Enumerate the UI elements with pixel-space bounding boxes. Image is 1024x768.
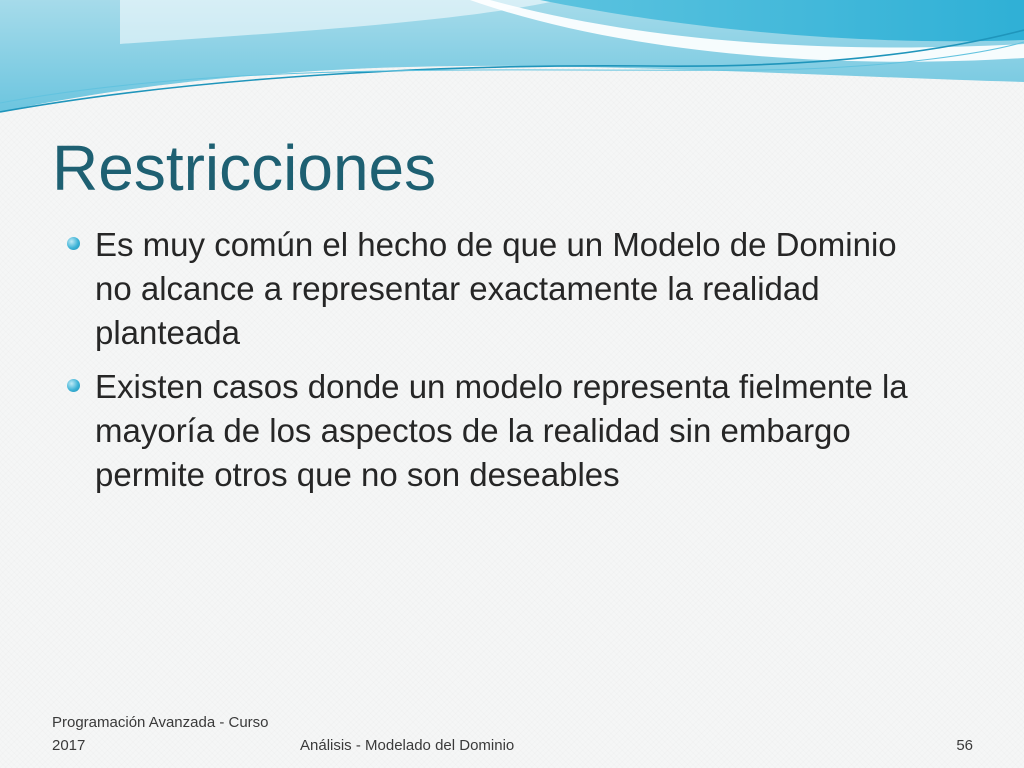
bullet-item (67, 365, 947, 497)
footer-page-number: 56 (956, 737, 973, 754)
bullet-text-line: Existen casos donde un modelo representa fielmente la (95, 368, 908, 405)
footer-topic: Análisis - Modelado del Dominio (300, 737, 515, 754)
bullet-text-line: mayoría de los aspectos de la realidad sin embargo (95, 412, 851, 449)
header-wave-decoration (0, 0, 1024, 130)
bullet-text-line: no alcance a representar exactamente la realidad (95, 270, 820, 307)
slide-title: Restricciones (52, 132, 437, 204)
footer-course: Programación Avanzada - Curso 2017 (52, 714, 269, 754)
bullet-item (67, 223, 947, 355)
bullet-text-line: planteada (95, 314, 240, 351)
bullet-circle-icon (67, 237, 80, 250)
bullet-text-line: permite otros que no son deseables (95, 456, 620, 493)
bullet-list (67, 223, 947, 497)
bullet-text-line: Es muy común el hecho de que un Modelo de Dominio (95, 226, 897, 263)
bullet-circle-icon (67, 379, 80, 392)
